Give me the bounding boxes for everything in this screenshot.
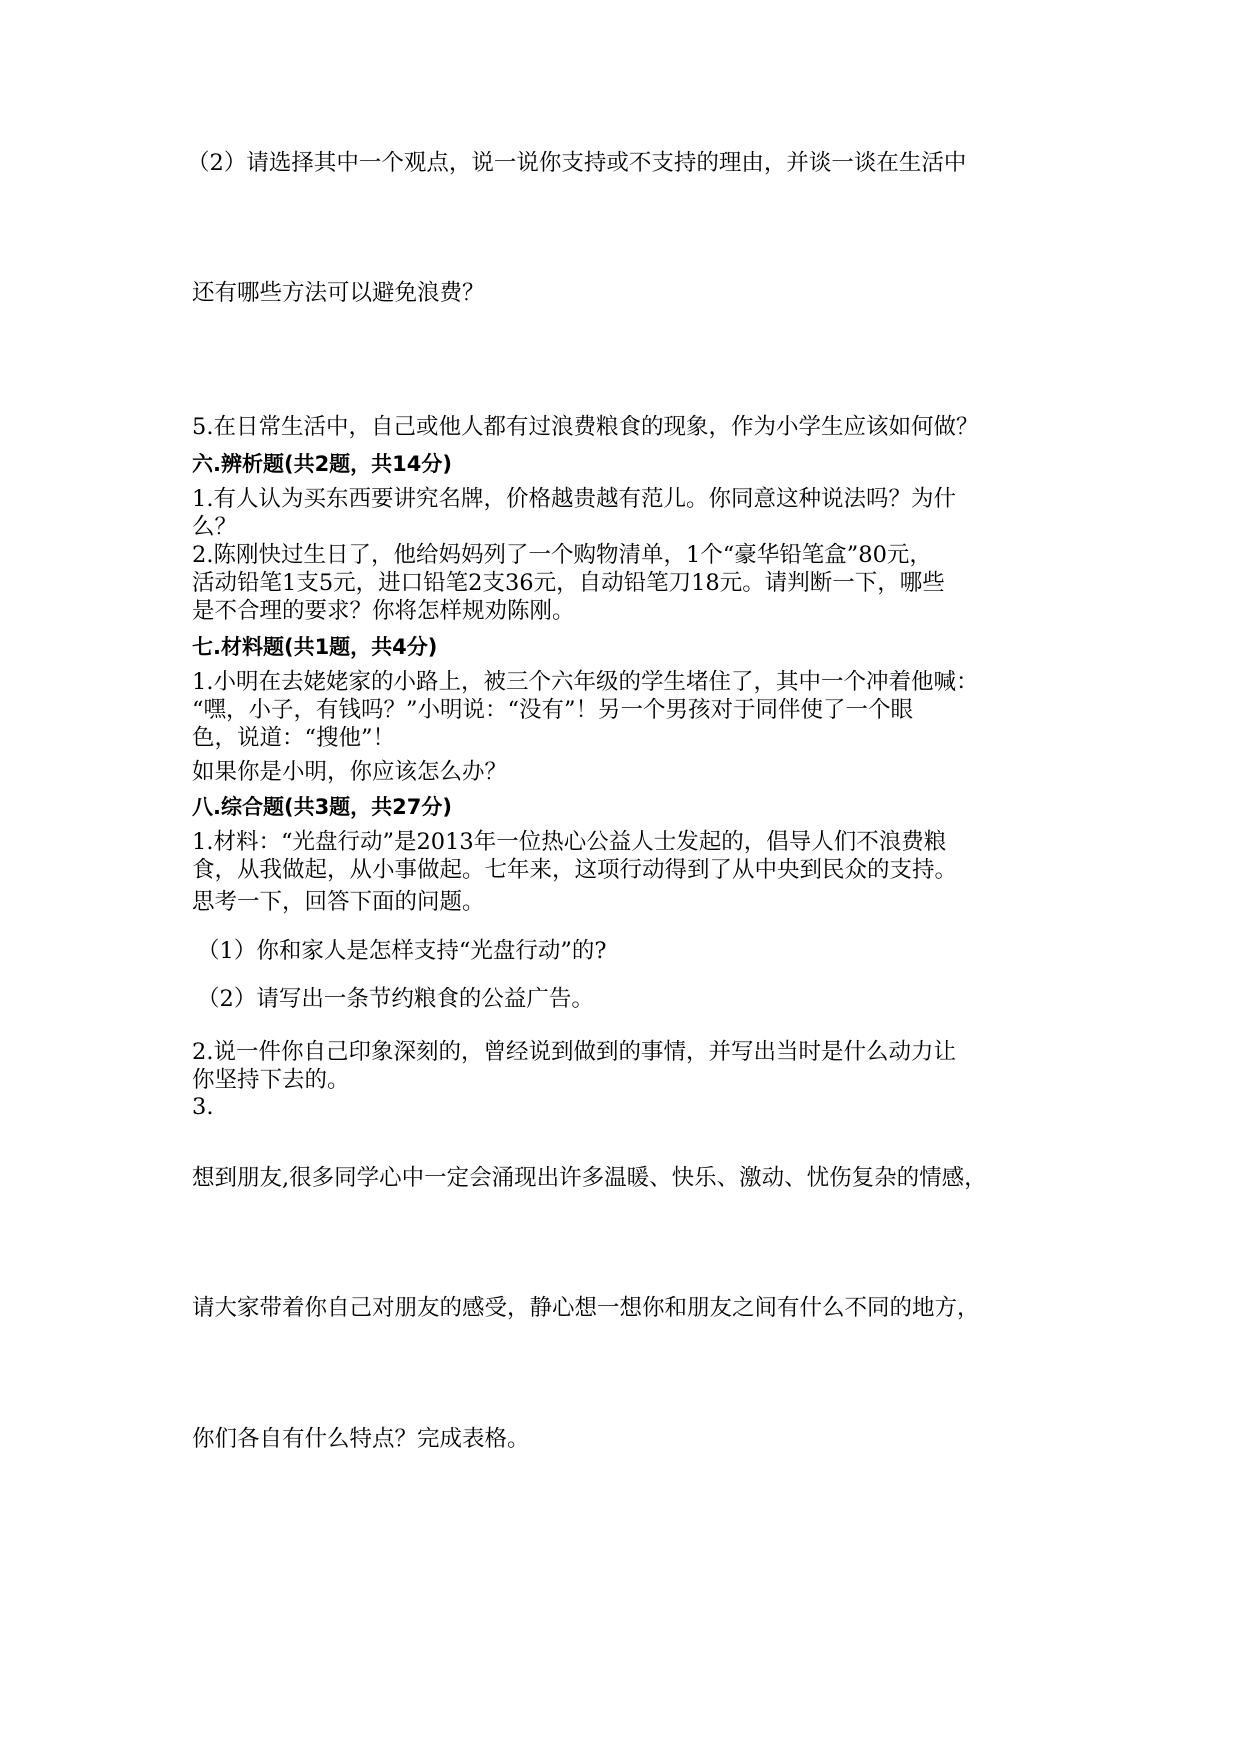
q5-text: 5.在日常生活中，自己或他人都有过浪费粮食的现象，作为小学生应该如何做？ [192, 414, 979, 440]
q4-part2-line2: 还有哪些方法可以避免浪费？ [192, 280, 485, 306]
section8-q1-line3: 思考一下，回答下面的问题。 [192, 889, 485, 915]
section6-q1-line1: 1.有人认为买东西要讲究名牌，价格越贵越有范儿。你同意这种说法吗？为什 [192, 486, 956, 512]
section8-q2-line1: 2.说一件你自己印象深刻的，曾经说到做到的事情，并写出当时是什么动力让 [192, 1039, 956, 1065]
section7-q1-line4: 如果你是小明，你应该怎么办？ [192, 759, 508, 785]
section8-q3-line3: 你们各自有什么特点？完成表格。 [192, 1426, 530, 1452]
section8-q2-line2: 你坚持下去的。 [192, 1067, 350, 1093]
section8-q1-line1: 1.材料：“光盘行动”是2013年一位热心公益人士发起的，倡导人们不浪费粮 [192, 829, 947, 855]
section7-title: 七.材料题(共1题，共4分) [192, 635, 438, 659]
section6-q2-line3: 是不合理的要求？你将怎样规劝陈刚。 [192, 598, 575, 624]
section6-q2-line2: 活动铅笔1支5元，进口铅笔2支36元，自动铅笔刀18元。请判断一下，哪些 [192, 570, 945, 596]
section8-title: 八.综合题(共3题，共27分) [192, 795, 453, 819]
section8-q3-line2: 请大家带着你自己对朋友的感受，静心想一想你和朋友之间有什么不同的地方， [192, 1295, 980, 1321]
section6-q2-line1: 2.陈刚快过生日了，他给妈妈列了一个购物清单，1个“豪华铅笔盒”80元， [192, 542, 932, 568]
section7-q1-line3: 色，说道：“搜他”！ [192, 725, 396, 751]
section8-q1-part1: （1）你和家人是怎样支持“光盘行动”的? [197, 938, 607, 964]
section6-title: 六.辨析题(共2题，共14分) [192, 452, 453, 476]
q4-part2-line1: （2）请选择其中一个观点，说一说你支持或不支持的理由，并谈一谈在生活中 [187, 150, 967, 176]
section8-q3-number: 3. [192, 1094, 214, 1120]
section8-q1-line2: 食，从我做起，从小事做起。七年来，这项行动得到了从中央到民众的支持。 [192, 857, 958, 883]
section6-q1-line2: 么？ [192, 514, 238, 540]
section7-q1-line2: “嘿，小子，有钱吗？”小明说：“没有”！另一个男孩对于同伴使了一个眼 [192, 697, 914, 723]
section8-q3-line1: 想到朋友,很多同学心中一定会涌现出许多温暖、快乐、激动、忧伤复杂的情感， [192, 1165, 987, 1191]
section8-q1-part2: （2）请写出一条节约粮食的公益广告。 [197, 986, 594, 1012]
section7-q1-line1: 1.小明在去姥姥家的小路上，被三个六年级的学生堵住了，其中一个冲着他喊： [192, 669, 979, 695]
